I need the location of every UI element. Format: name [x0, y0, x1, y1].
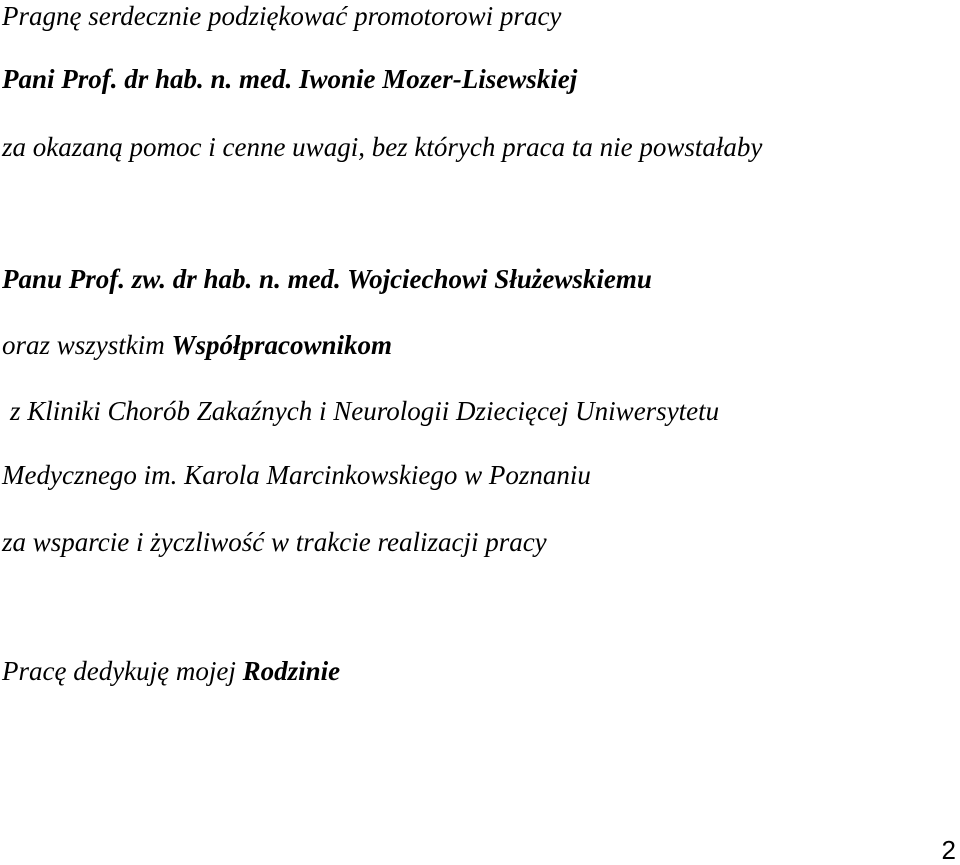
dedication-bold: Rodzinie: [242, 656, 341, 686]
dedication-prefix: Pracę dedykuję mojej: [2, 656, 243, 686]
colleagues-bold: Współpracownikom: [171, 330, 393, 360]
thanks-intro-line: Pragnę serdecznie podziękować promotorowi pracy: [2, 1, 562, 31]
page-number: 2: [941, 835, 956, 865]
colleagues-prefix: oraz wszystkim: [2, 330, 172, 360]
dedication-line: [2, 658, 340, 685]
support-thanks-line: za wsparcie i życzliwość w trakcie realizacji pracy: [2, 527, 547, 557]
clinic-line: z Kliniki Chorób Zakaźnych i Neurologii Dziecięcej Uniwersytetu: [10, 396, 720, 426]
supervisor-name-line: Pani Prof. dr hab. n. med. Iwonie Mozer-Lisewskiej: [2, 64, 578, 94]
university-line: Medycznego im. Karola Marcinkowskiego w Poznaniu: [2, 460, 591, 490]
supervisor-thanks-line: za okazaną pomoc i cenne uwagi, bez których praca ta nie powstałaby: [2, 132, 763, 162]
colleagues-line: [2, 332, 392, 359]
professor-name-line: Panu Prof. zw. dr hab. n. med. Wojciechowi Służewskiemu: [2, 264, 652, 294]
